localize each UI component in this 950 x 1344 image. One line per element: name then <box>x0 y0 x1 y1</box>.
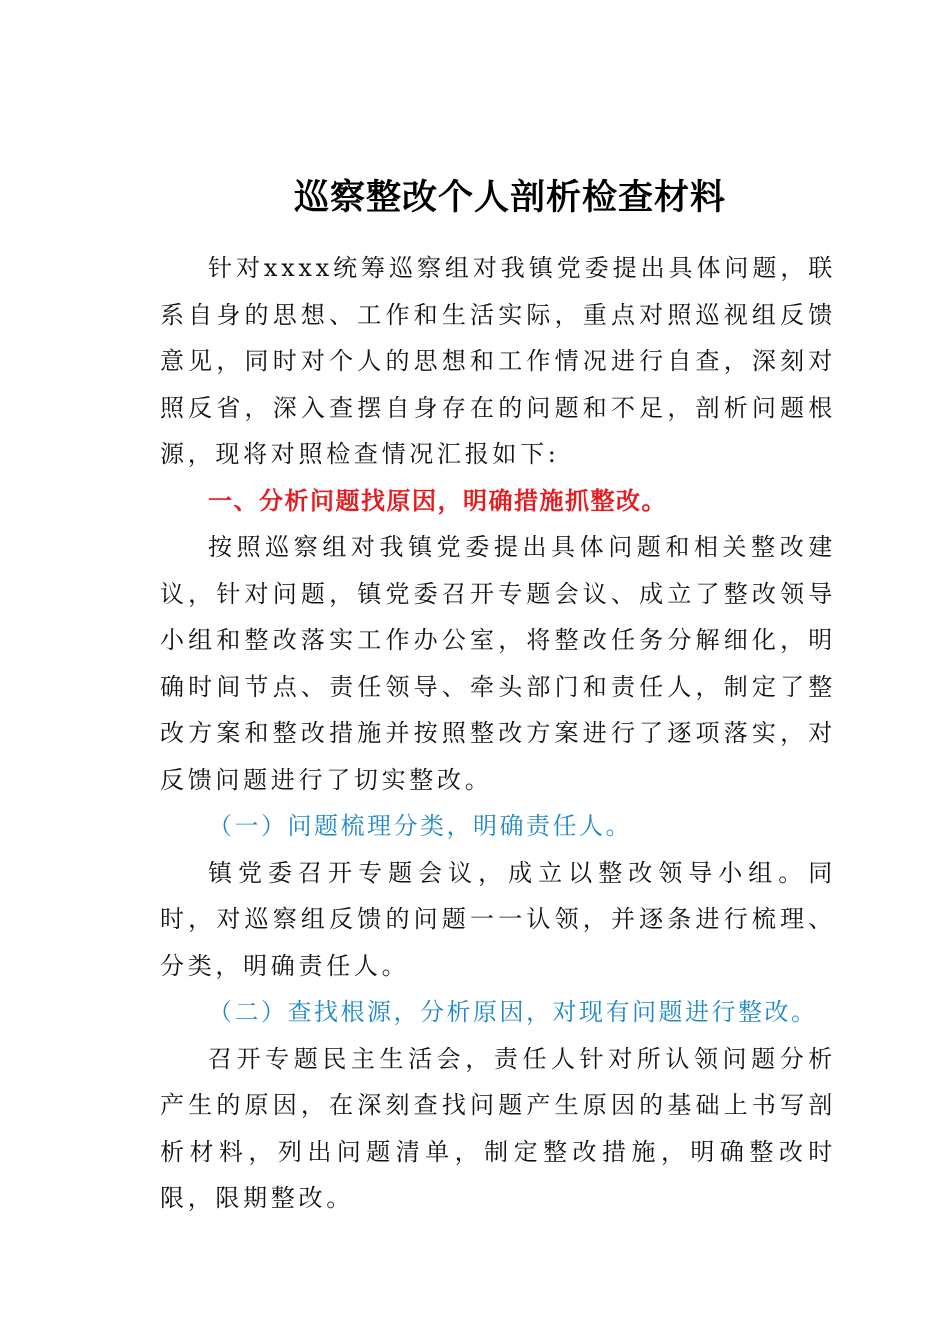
subsection-heading-1: （一）问题梳理分类，明确责任人。 <box>208 812 632 840</box>
document-body <box>160 245 836 1222</box>
subsection-heading-2: （二）查找根源，分析原因，对现有问题进行整改。 <box>208 998 818 1026</box>
subsection-2-paragraph: 召开专题民主生活会，责任人针对所认领问题分析产生的原因，在深刻查找问题产生原因的基础上书写剖析材料，列出问题清单，制定整改措施，明确整改时限，限期整改。 <box>160 1044 836 1212</box>
section-heading-1: 一、分析问题找原因，明确措施抓整改。 <box>208 486 667 515</box>
section-1-paragraph: 按照巡察组对我镇党委提出具体问题和相关整改建议，针对问题，镇党委召开专题会议、成立了整改领导小组和整改落实工作办公室，将整改任务分解细化，明确时间节点、责任领导、牵头部门和责任人，制定了整改方案和整改措施并按照整改方案进行了逐项落实，对反馈问题进行了切实整改。 <box>160 533 836 794</box>
document-title: 巡察整改个人剖析检查材料 <box>293 177 726 218</box>
subsection-1-paragraph: 镇党委召开专题会议，成立以整改领导小组。同时，对巡察组反馈的问题一一认领，并逐条进行梳理、分类，明确责任人。 <box>160 858 836 980</box>
intro-paragraph: 针对xxxx统筹巡察组对我镇党委提出具体问题，联系自身的思想、工作和生活实际，重点对照巡视组反馈意见，同时对个人的思想和工作情况进行自查，深刻对照反省，深入查摆自身存在的问题和不足，剖析问题根源，现将对照检查情况汇报如下: <box>160 254 836 468</box>
